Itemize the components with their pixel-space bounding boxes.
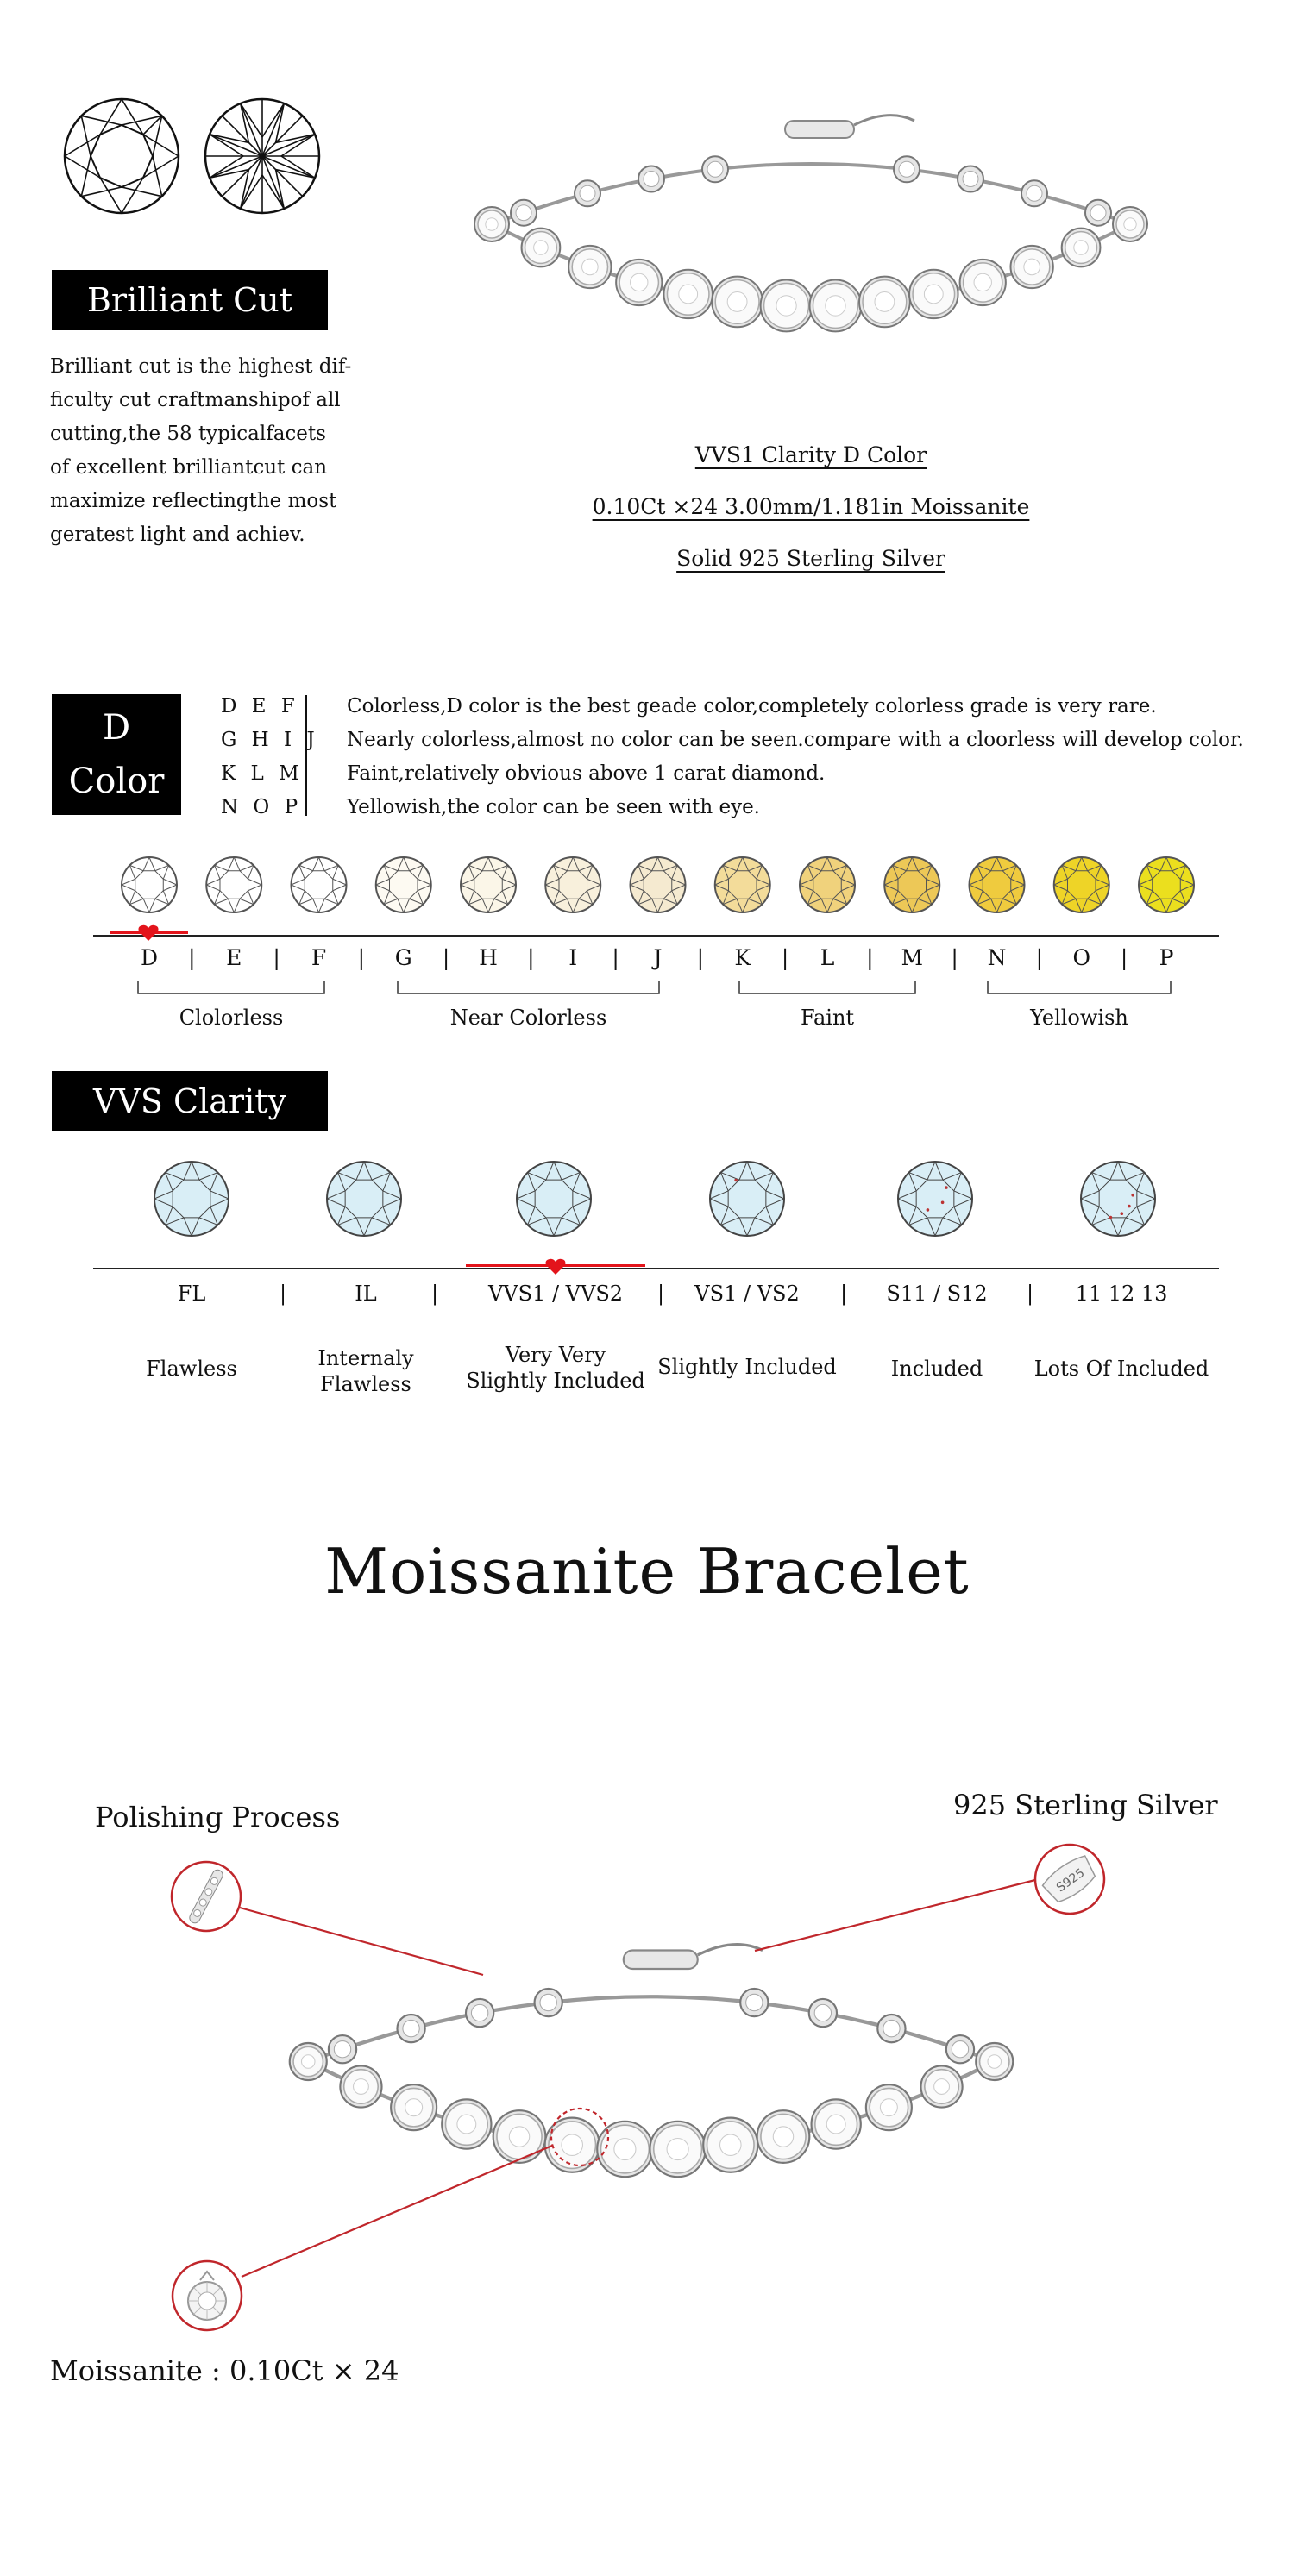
color-group-faint: Faint — [800, 1006, 855, 1030]
clarity-separator: | — [657, 1282, 665, 1306]
color-scale-letter-j: J — [653, 945, 663, 970]
spec-line-clarity-color: VVS1 Clarity D Color — [694, 442, 927, 467]
clarity-separator: | — [431, 1282, 439, 1306]
gem-icon — [970, 857, 1025, 912]
color-grade-letters: G H I J — [221, 729, 319, 751]
gem-icon — [154, 1162, 229, 1236]
clarity-gem-strip — [0, 1160, 1294, 1246]
color-scale-letter-h: H — [479, 945, 498, 970]
clarity-name-line: Internaly — [317, 1346, 414, 1370]
color-scale-separator: | — [951, 945, 958, 970]
color-scale-separator: | — [188, 945, 196, 970]
gem-icon — [545, 857, 600, 912]
color-group-yellowish: Yellowish — [1030, 1006, 1128, 1030]
heart-marker-icon — [544, 1258, 567, 1275]
color-group-brackets — [0, 981, 1294, 1000]
gem-icon — [122, 857, 177, 912]
color-scale-letter-m: M — [901, 945, 924, 970]
gem-icon — [631, 857, 686, 912]
color-grade-text: Faint,relatively obvious above 1 carat diamond. — [347, 762, 826, 785]
color-scale-letter-d: D — [140, 945, 159, 970]
silver-stamp-zoom-circle — [1035, 1845, 1104, 1914]
heart-marker-icon — [137, 924, 160, 942]
color-scale-line — [93, 935, 1219, 937]
color-scale-separator: | — [781, 945, 789, 970]
color-gem-row — [0, 854, 1294, 923]
description-line: ficulty cut craftmanshipof all — [50, 389, 341, 411]
color-grade-table — [221, 690, 1256, 824]
color-scale-letter-o: O — [1072, 945, 1090, 970]
clarity-name — [280, 1345, 452, 1397]
gem-icon — [517, 1162, 591, 1236]
vvs-clarity-title: VVS Clarity — [52, 1071, 328, 1131]
color-scale-letter-l: L — [820, 945, 835, 970]
clarity-scale-line — [93, 1268, 1219, 1269]
description-line: Brilliant cut is the highest dif- — [50, 355, 352, 378]
star-facet-icon — [201, 95, 324, 217]
product-title: Moissanite Bracelet — [324, 1535, 970, 1608]
color-grade-letters: K L M — [221, 762, 304, 785]
gem-icon — [461, 857, 516, 912]
color-scale-letter-n: N — [987, 945, 1007, 970]
gem-icon — [376, 857, 431, 912]
color-scale-separator: | — [442, 945, 450, 970]
gem-icon — [206, 857, 261, 912]
product-bracelet-diagram — [0, 1811, 1294, 2415]
spec-line-stone-size: 0.10Ct ×24 3.00mm/1.181in Moissanite — [592, 494, 1030, 519]
description-line: geratest light and achiev. — [50, 523, 305, 546]
clarity-name — [652, 1354, 842, 1380]
clarity-name — [105, 1356, 278, 1382]
d-color-badge-word: Color — [68, 762, 165, 801]
clarity-name-line: Lots Of Included — [1033, 1357, 1209, 1381]
color-grade-text: Colorless,D color is the best geade color,completely colorless grade is very rare. — [347, 695, 1157, 718]
spec-line-metal: Solid 925 Sterling Silver — [676, 546, 945, 571]
gem-icon — [292, 857, 347, 912]
color-group-near-colorless: Near Colorless — [449, 1006, 607, 1030]
bracelet-illustration — [290, 1945, 1014, 2178]
color-scale-separator: | — [1120, 945, 1128, 970]
clarity-name-line: Very Very — [505, 1343, 606, 1367]
color-scale-letter-p: P — [1159, 945, 1174, 970]
color-scale-letter-g: G — [394, 945, 412, 970]
color-grade-row — [221, 724, 1256, 757]
clarity-code: IL — [355, 1282, 377, 1306]
callout-polishing-label: Polishing Process — [95, 1801, 341, 1833]
color-gem-strip — [0, 854, 1294, 923]
clarity-name-line: Flawless — [320, 1372, 411, 1396]
stone-zoom-circle — [173, 2261, 242, 2330]
gem-icon — [710, 1162, 784, 1236]
d-color-badge — [52, 694, 181, 815]
clarity-name-line: Included — [890, 1357, 983, 1381]
gem-icon — [1081, 1162, 1155, 1236]
brilliant-cut-description — [50, 350, 361, 552]
clarity-separator: | — [280, 1282, 287, 1306]
clarity-code: S11 / S12 — [886, 1282, 988, 1306]
clarity-code: FL — [177, 1282, 206, 1306]
color-grade-letters: N O P — [221, 796, 303, 818]
color-scale-separator: | — [696, 945, 705, 970]
color-scale-separator: | — [527, 945, 535, 970]
bracelet-illustration — [466, 103, 1156, 362]
color-scale-letter-i: I — [568, 945, 578, 970]
gem-icon — [898, 1162, 972, 1236]
silver-stamp-text: S925 — [1053, 1865, 1088, 1896]
color-scale-separator: | — [273, 945, 280, 970]
color-scale-letter-f: F — [311, 945, 327, 970]
clarity-gem-row — [0, 1160, 1294, 1246]
color-grade-row — [221, 791, 1256, 824]
clarity-name-line: Slightly Included — [466, 1369, 645, 1393]
clarity-code: VS1 / VS2 — [694, 1282, 800, 1306]
color-selected-marker — [137, 924, 160, 942]
clarity-name — [851, 1356, 1023, 1382]
color-grade-text: Yellowish,the color can be seen with eye. — [347, 796, 760, 818]
clarity-name — [452, 1342, 659, 1394]
gem-icon — [1139, 857, 1194, 912]
color-grade-text: Nearly colorless,almost no color can be seen.compare with a cloorless will develop color. — [347, 729, 1244, 751]
color-scale-letter-k: K — [734, 945, 751, 970]
color-scale-separator: | — [612, 945, 619, 970]
callout-stone-label: Moissanite : 0.10Ct × 24 — [50, 2354, 399, 2387]
color-grade-row — [221, 757, 1256, 791]
color-group-colorless: Clolorless — [179, 1006, 284, 1030]
clarity-names — [0, 1345, 1294, 1414]
gem-icon — [715, 857, 770, 912]
polishing-zoom-circle — [172, 1862, 241, 1931]
gem-icon — [884, 857, 939, 912]
gem-icon — [1054, 857, 1109, 912]
spec-block — [483, 429, 1139, 585]
description-line: of excellent brilliantcut can — [50, 456, 328, 479]
description-line: maximize reflectingthe most — [50, 490, 337, 512]
bracelet-image-top — [466, 103, 1156, 362]
color-scale-separator: | — [1035, 945, 1044, 970]
clarity-codes — [0, 1282, 1294, 1316]
clarity-code: 11 12 13 — [1075, 1282, 1168, 1306]
d-color-badge-letter: D — [102, 708, 131, 748]
clarity-name-line: Slightly Included — [657, 1355, 837, 1379]
clarity-code: VVS1 / VVS2 — [487, 1282, 624, 1306]
brilliant-cut-title: Brilliant Cut — [52, 270, 328, 330]
gem-icon — [327, 1162, 401, 1236]
clarity-separator: | — [840, 1282, 848, 1306]
clarity-name — [1018, 1356, 1225, 1382]
clarity-selected-marker — [544, 1258, 567, 1275]
brilliant-cut-crown-diagram — [60, 95, 183, 217]
brilliant-cut-pavilion-diagram — [201, 95, 324, 217]
color-scale-letter-e: E — [226, 945, 242, 970]
clarity-separator: | — [1027, 1282, 1034, 1306]
description-line: cutting,the 58 typicalfacets — [50, 423, 326, 445]
color-grade-letters: D E F — [221, 695, 299, 718]
clarity-name-line: Flawless — [146, 1357, 237, 1381]
color-scale-separator: | — [866, 945, 874, 970]
color-scale-letters — [0, 945, 1294, 980]
gem-facet-icon — [60, 95, 183, 217]
bracelet-callout-diagram — [0, 1811, 1294, 2415]
color-scale-separator: | — [357, 945, 366, 970]
gem-icon — [800, 857, 855, 912]
color-grade-row — [221, 690, 1256, 724]
callout-silver-label: 925 Sterling Silver — [953, 1789, 1218, 1821]
